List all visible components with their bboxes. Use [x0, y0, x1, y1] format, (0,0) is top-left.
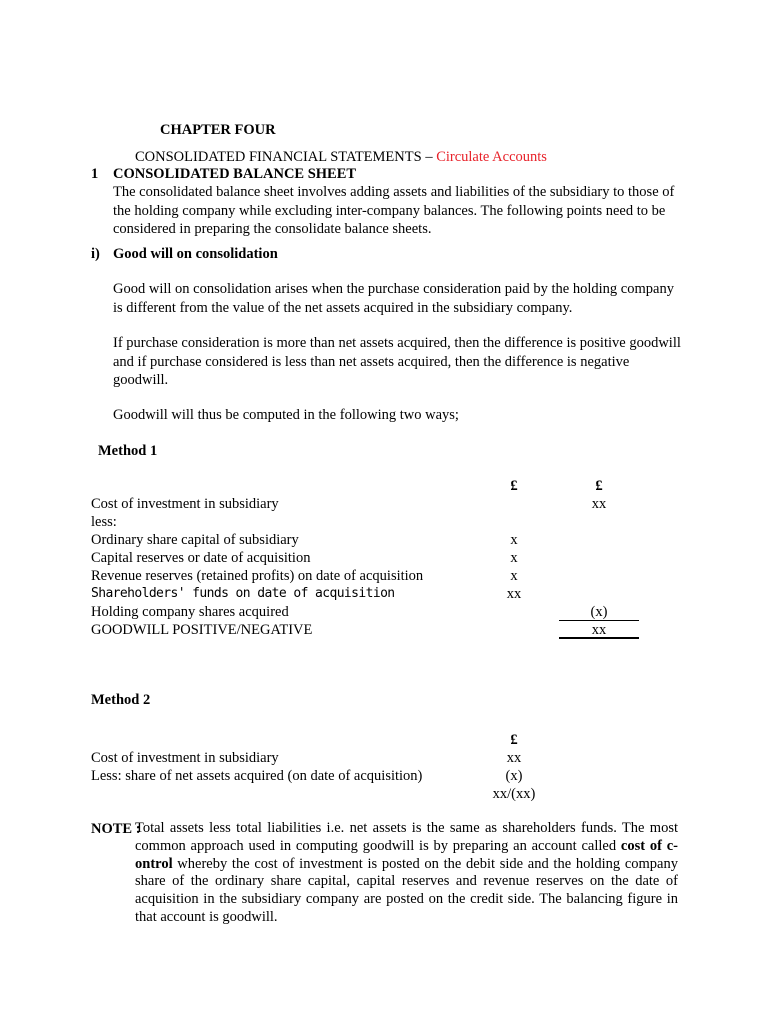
total-double-rule: [559, 637, 639, 639]
note-text-before: Total assets less total liabilities i.e. net assets is the same as shareholders funds. The most common approach used in computing goodwill is by preparing an account called: [135, 820, 678, 854]
method2-heading: Method 2: [91, 692, 151, 708]
row-label: Ordinary share capital of subsidiary: [91, 532, 299, 548]
note-label: NOTE :: [91, 821, 141, 837]
goodwill-definition-paragraph: Good will on consolidation arises when the purchase consideration paid by the holding company is different from the value of the net assets acquired in the subsidiary company.: [113, 281, 674, 316]
row-value: (x): [505, 768, 523, 784]
goodwill-methods-intro: Goodwill will thus be computed in the following two ways;: [113, 407, 459, 423]
method1-col1-header: £: [510, 478, 518, 494]
row-label: Holding company shares acquired: [91, 604, 289, 620]
method1-col2-header: £: [595, 478, 603, 494]
row-label: Capital reserves or date of acquisition: [91, 550, 311, 566]
row-label: Less: share of net assets acquired (on date of acquisition): [91, 768, 423, 784]
method2-col-header: £: [510, 732, 518, 748]
goodwill-positive-negative-paragraph: If purchase consideration is more than net assets acquired, then the difference is positive goodwill and if purchase considered is less than net assets acquired, then the difference is negative goodwill.: [113, 335, 681, 388]
note-bold-term: cost of c-ontrol: [135, 837, 678, 872]
subtitle-dash: –: [425, 149, 433, 165]
row-col1: x: [510, 550, 518, 566]
row-label: GOODWILL POSITIVE/NEGATIVE: [91, 622, 313, 638]
row-col2: (x): [590, 604, 608, 620]
row-col1: xx: [506, 586, 522, 602]
subsection-heading: Good will on consolidation: [113, 246, 278, 262]
row-col1: x: [510, 532, 518, 548]
row-label: less:: [91, 514, 117, 530]
row-label: Shareholders' funds on date of acquisition: [91, 586, 395, 601]
chapter-title: CHAPTER FOUR: [160, 122, 276, 138]
section-intro-paragraph: The consolidated balance sheet involves adding assets and liabilities of the subsidiary to those of the holding company while excluding inter-company balances. The following points need to be considered in preparing the consolidate balance sheets.: [113, 184, 675, 237]
row-value: xx: [506, 750, 522, 766]
section-heading: CONSOLIDATED BALANCE SHEET: [113, 166, 357, 182]
row-label: Cost of investment in subsidiary: [91, 750, 279, 766]
note-text-after: whereby the cost of investment is posted on the debit side and the holding company share of the ordinary share capital, capital reserves and revenue reserves on the date of acquisition in the subsidiary company are posted on the credit side. The balancing figure in that account is goodwill.: [135, 855, 678, 925]
document-subtitle: [135, 148, 547, 166]
note-paragraph: [135, 820, 678, 927]
subtitle-highlight: Circulate Accounts: [436, 149, 547, 165]
row-col1: x: [510, 568, 518, 584]
subsection-label: i): [91, 246, 100, 262]
section-number: 1: [91, 166, 99, 182]
row-label: Cost of investment in subsidiary: [91, 496, 279, 512]
row-label: Revenue reserves (retained profits) on date of acquisition: [91, 568, 424, 584]
method1-heading: Method 1: [98, 443, 158, 459]
row-col2: xx: [591, 622, 607, 638]
subtitle-text: CONSOLIDATED FINANCIAL STATEMENTS: [135, 149, 422, 165]
row-col2: xx: [591, 496, 607, 512]
row-value: xx/(xx): [492, 786, 536, 802]
